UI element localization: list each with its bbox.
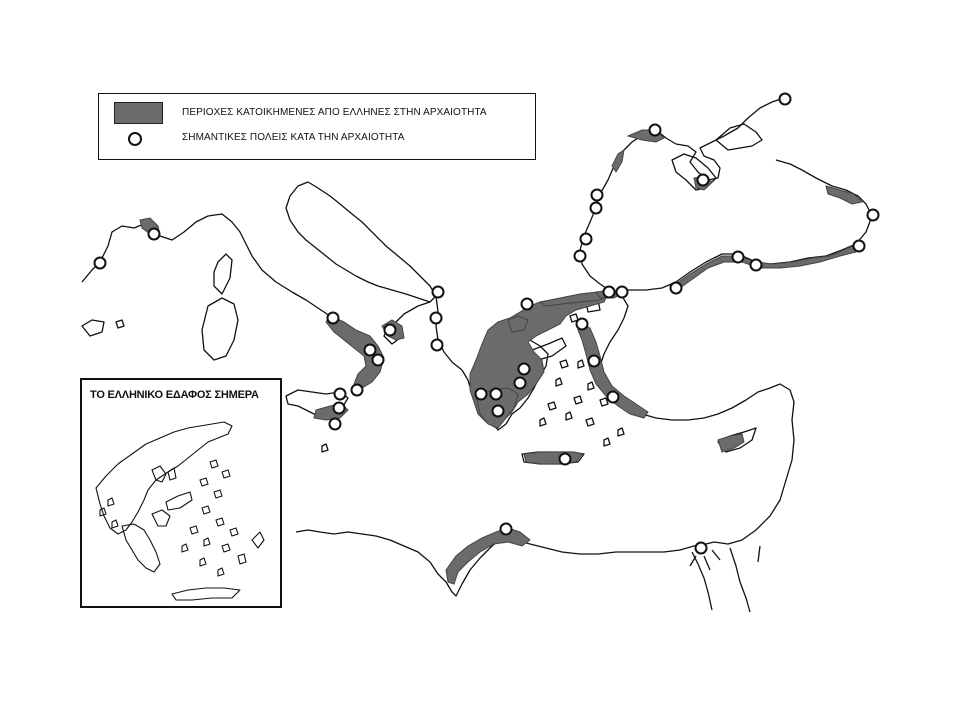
city-marker: [476, 389, 487, 400]
city-marker: [560, 454, 571, 465]
inset-title: ΤΟ ΕΛΛΗΝΙΚΟ ΕΔΑΦΟΣ ΣΗΜΕΡΑ: [90, 389, 259, 401]
city-marker: [385, 325, 396, 336]
city-marker: [491, 389, 502, 400]
city-marker: [854, 241, 865, 252]
city-marker: [493, 406, 504, 417]
city-marker: [604, 287, 615, 298]
legend-settled-label: ΠΕΡΙΟΧΕΣ ΚΑΤΟΙΚΗΜΕΝΕΣ ΑΠΟ ΕΛΛΗΝΕΣ ΣΤΗΝ ΑΡΧΑΙΟΤΗΤΑ: [182, 107, 487, 118]
coast-blacksea-south: [612, 160, 872, 292]
city-marker: [671, 283, 682, 294]
coast-balearic-1: [82, 320, 104, 336]
city-marker: [352, 385, 363, 396]
legend-cities-label: ΣΗΜΑΝΤΙΚΕΣ ΠΟΛΕΙΣ ΚΑΤΑ ΤΗΝ ΑΡΧΑΙΟΤΗΤΑ: [182, 132, 405, 143]
settled-blacksea-south: [676, 244, 858, 288]
city-marker: [780, 94, 791, 105]
city-marker: [431, 313, 442, 324]
city-marker: [432, 340, 443, 351]
coast-balkan-west: [436, 296, 462, 370]
coast-nile: [690, 550, 720, 610]
city-marker: [330, 419, 341, 430]
city-marker: [589, 356, 600, 367]
city-marker: [592, 190, 603, 201]
coast-levant: [714, 390, 794, 544]
city-marker: [608, 392, 619, 403]
city-marker: [650, 125, 661, 136]
settled-cyprus: [718, 434, 744, 452]
city-marker: [696, 543, 707, 554]
city-marker: [335, 389, 346, 400]
city-marker: [751, 260, 762, 271]
city-marker: [149, 229, 160, 240]
city-marker: [519, 364, 530, 375]
coast-sardinia: [202, 298, 238, 360]
city-marker: [373, 355, 384, 366]
settled-cyrenaica: [446, 528, 530, 584]
city-marker: [577, 319, 588, 330]
coast-italy-east: [290, 182, 436, 344]
settled-blacksea-west: [612, 150, 624, 172]
city-dot-icon: [128, 132, 142, 146]
settled-swatch: [114, 102, 163, 124]
city-marker: [95, 258, 106, 269]
city-marker: [515, 378, 526, 389]
inset-euboea: [166, 492, 192, 510]
inset-crete: [172, 588, 240, 600]
city-marker: [575, 251, 586, 262]
city-marker: [365, 345, 376, 356]
coast-adriatic-north: [286, 196, 430, 302]
inset-islands: [100, 460, 264, 576]
city-marker: [334, 403, 345, 414]
coast-balearic-2: [116, 320, 124, 328]
coast-corsica: [214, 254, 232, 294]
settled-crete: [524, 452, 582, 464]
city-marker: [328, 313, 339, 324]
coast-malta: [322, 444, 328, 452]
city-marker: [501, 524, 512, 535]
inset-map: [82, 380, 279, 605]
city-marker: [433, 287, 444, 298]
inset-modern-greece: [80, 378, 282, 608]
city-marker: [617, 287, 628, 298]
inset-peloponnese: [122, 524, 160, 572]
city-marker: [733, 252, 744, 263]
city-marker: [522, 299, 533, 310]
city-marker: [698, 175, 709, 186]
city-marker: [591, 203, 602, 214]
inset-attica: [152, 510, 170, 526]
coast-sinai: [730, 546, 760, 612]
city-marker: [581, 234, 592, 245]
map-legend: [98, 93, 536, 160]
coast-gaul: [82, 214, 350, 328]
city-marker: [868, 210, 879, 221]
inset-chalcidice: [152, 466, 176, 482]
